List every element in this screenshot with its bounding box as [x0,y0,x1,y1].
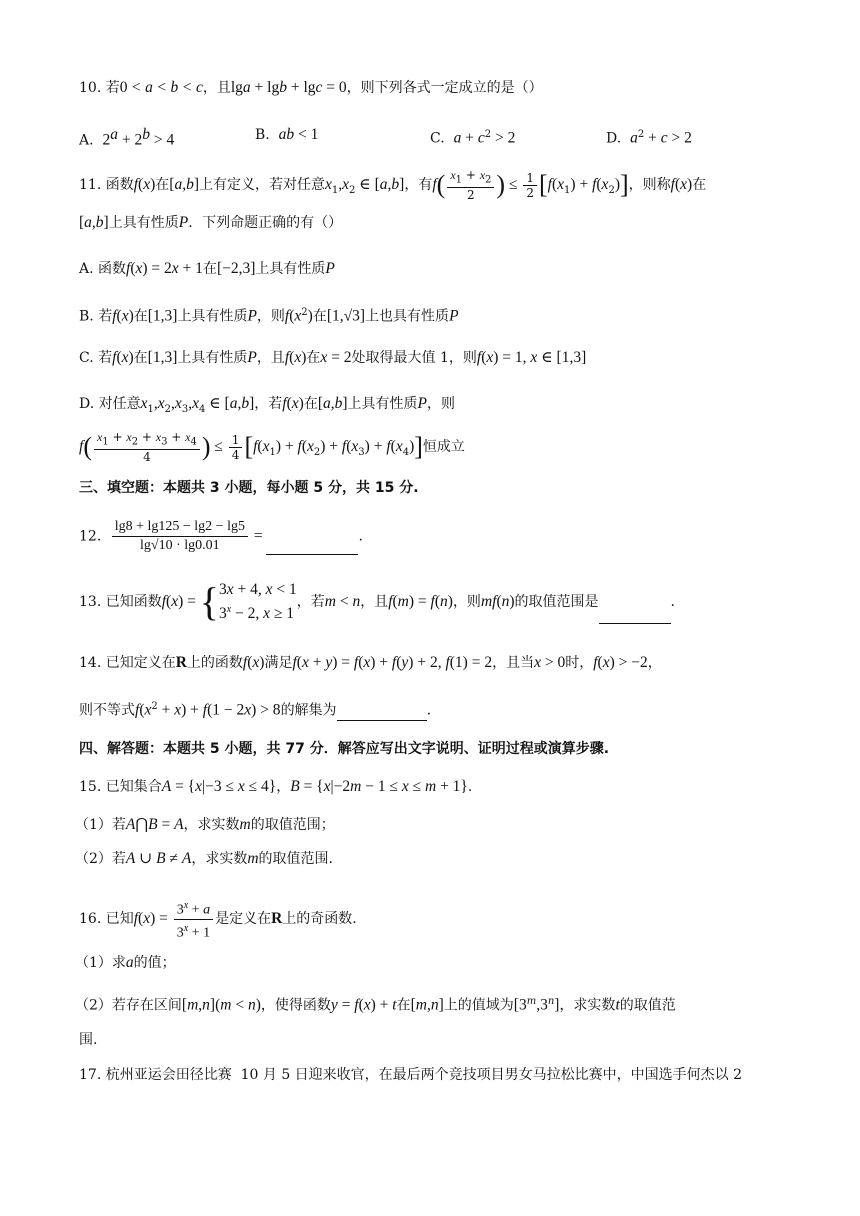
question-14-line2: 则不等式$f(x^2 + x) + f(1 - 2x) > 8$的解集为 . [79,701,432,719]
question-15-part-2: （2）若A ∪ B ≠ A，求实数m的取值范围. [75,850,333,867]
question-11-option-d-line1: D. 对任意$x_1,x_2,x_3,x_4$ ∈ [a,b]，若f(x)在[a,b]上具有性质P，则 [79,395,455,415]
question-10-stem: 10. 若0 < a < b < c，且lga + lgb + lgc = 0，则下列各式一定成立的是（） [79,79,543,96]
question-14-line1: 14. 已知定义在R上的函数f(x)满足f(x + y) = f(x) + f(y) + 2, f(1) = 2，且当x > 0时，f(x) > −2， [79,654,662,671]
section-4-heading: 四、解答题：本题共 5 小题，共 77 分．解答应写出文字说明、证明过程或演算步骤. [79,741,610,757]
question-16-part-2-line1: （2）若存在区间[m,n](m < n)，使得函数y = f(x) + t在[m,n]上的值域为[3$^m$,3$^n$]，求实数t的取值范 [75,996,676,1014]
question-15-stem: 15. 已知集合A = {x|−3 ≤ x ≤ 4}，B = {x|−2m − 1 ≤ x ≤ m + 1}. [79,778,473,795]
question-10-option-d: D. $a^2 + c > 2$ [606,129,692,147]
question-11-option-b: B. 若f(x)在[1,3]上具有性质P，则$f(x^2)$在[1,√3]上也具有性质P [79,307,459,325]
section-3-heading: 三、填空题：本题共 3 小题，每小题 5 分，共 15 分. [79,480,419,496]
question-15-part-1: （1）若A⋂B = A，求实数m的取值范围； [75,816,335,833]
question-13: 13. 已知函数f(x) = { 3x + 4, x < 1 $3^x - 2$, x ≥ 1 ，若m < n，且f(m) = f(n)，则mf(n)的取值范围是 . [79,579,675,625]
question-17-line1: 17. 杭州亚运会田径比赛 10 月 5 日迎来收官，在最后两个竞技项目男女马拉松比赛中，中国选手何杰以 2 [79,1067,743,1083]
question-16-stem: 16. 已知f(x) = $\frac{3^x + a}{3^x + 1}$ 是定义在R上的奇函数. [79,897,800,941]
question-10-option-c: C. $a + c^2 > 2$ [430,129,516,147]
question-11-option-a: A. 函数f(x) = 2x + 1在[−2,3]上具有性质P [79,260,335,277]
question-11-stem-line1: 11. 函数f(x)在[a,b]上有定义，若对任意$x_1,x_2$ ∈ [a,b]，有f( $\frac{x_1 + x_2}{2}$ ) ≤ $\frac{1}{2}$ $[f(x_1) + f(x_2)]$，则称f(x)在 [79,168,707,203]
question-10-option-b: B. ab < 1 [255,126,319,143]
question-11-option-d-line2: f( $\frac{x_1 + x_2 + x_3 + x_4}{4}$ ) ≤ $\frac{1}{4}$ $[f(x_1) + f(x_2) + f(x_3) + f(x_4)]$恒成立 [79,430,465,465]
question-11-option-c: C. 若f(x)在[1,3]上具有性质P，且f(x)在x = 2处取得最大值 1，则f(x) = 1, x ∈ [1,3] [79,349,587,366]
question-10-option-a: A. $2^a + 2^b > 4$ [79,126,175,149]
question-12: 12. $\frac{\lg 8 + \lg 125 - \lg 2 - \lg 5}{\lg√10 \cdot \lg 0.01}$ = . [79,519,363,553]
question-16-part-2-line2: 围. [79,1032,98,1048]
question-11-stem-line2: [a,b]上具有性质P．下列命题正确的有（） [79,214,343,231]
question-16-part-1: （1）求a的值； [75,954,176,971]
